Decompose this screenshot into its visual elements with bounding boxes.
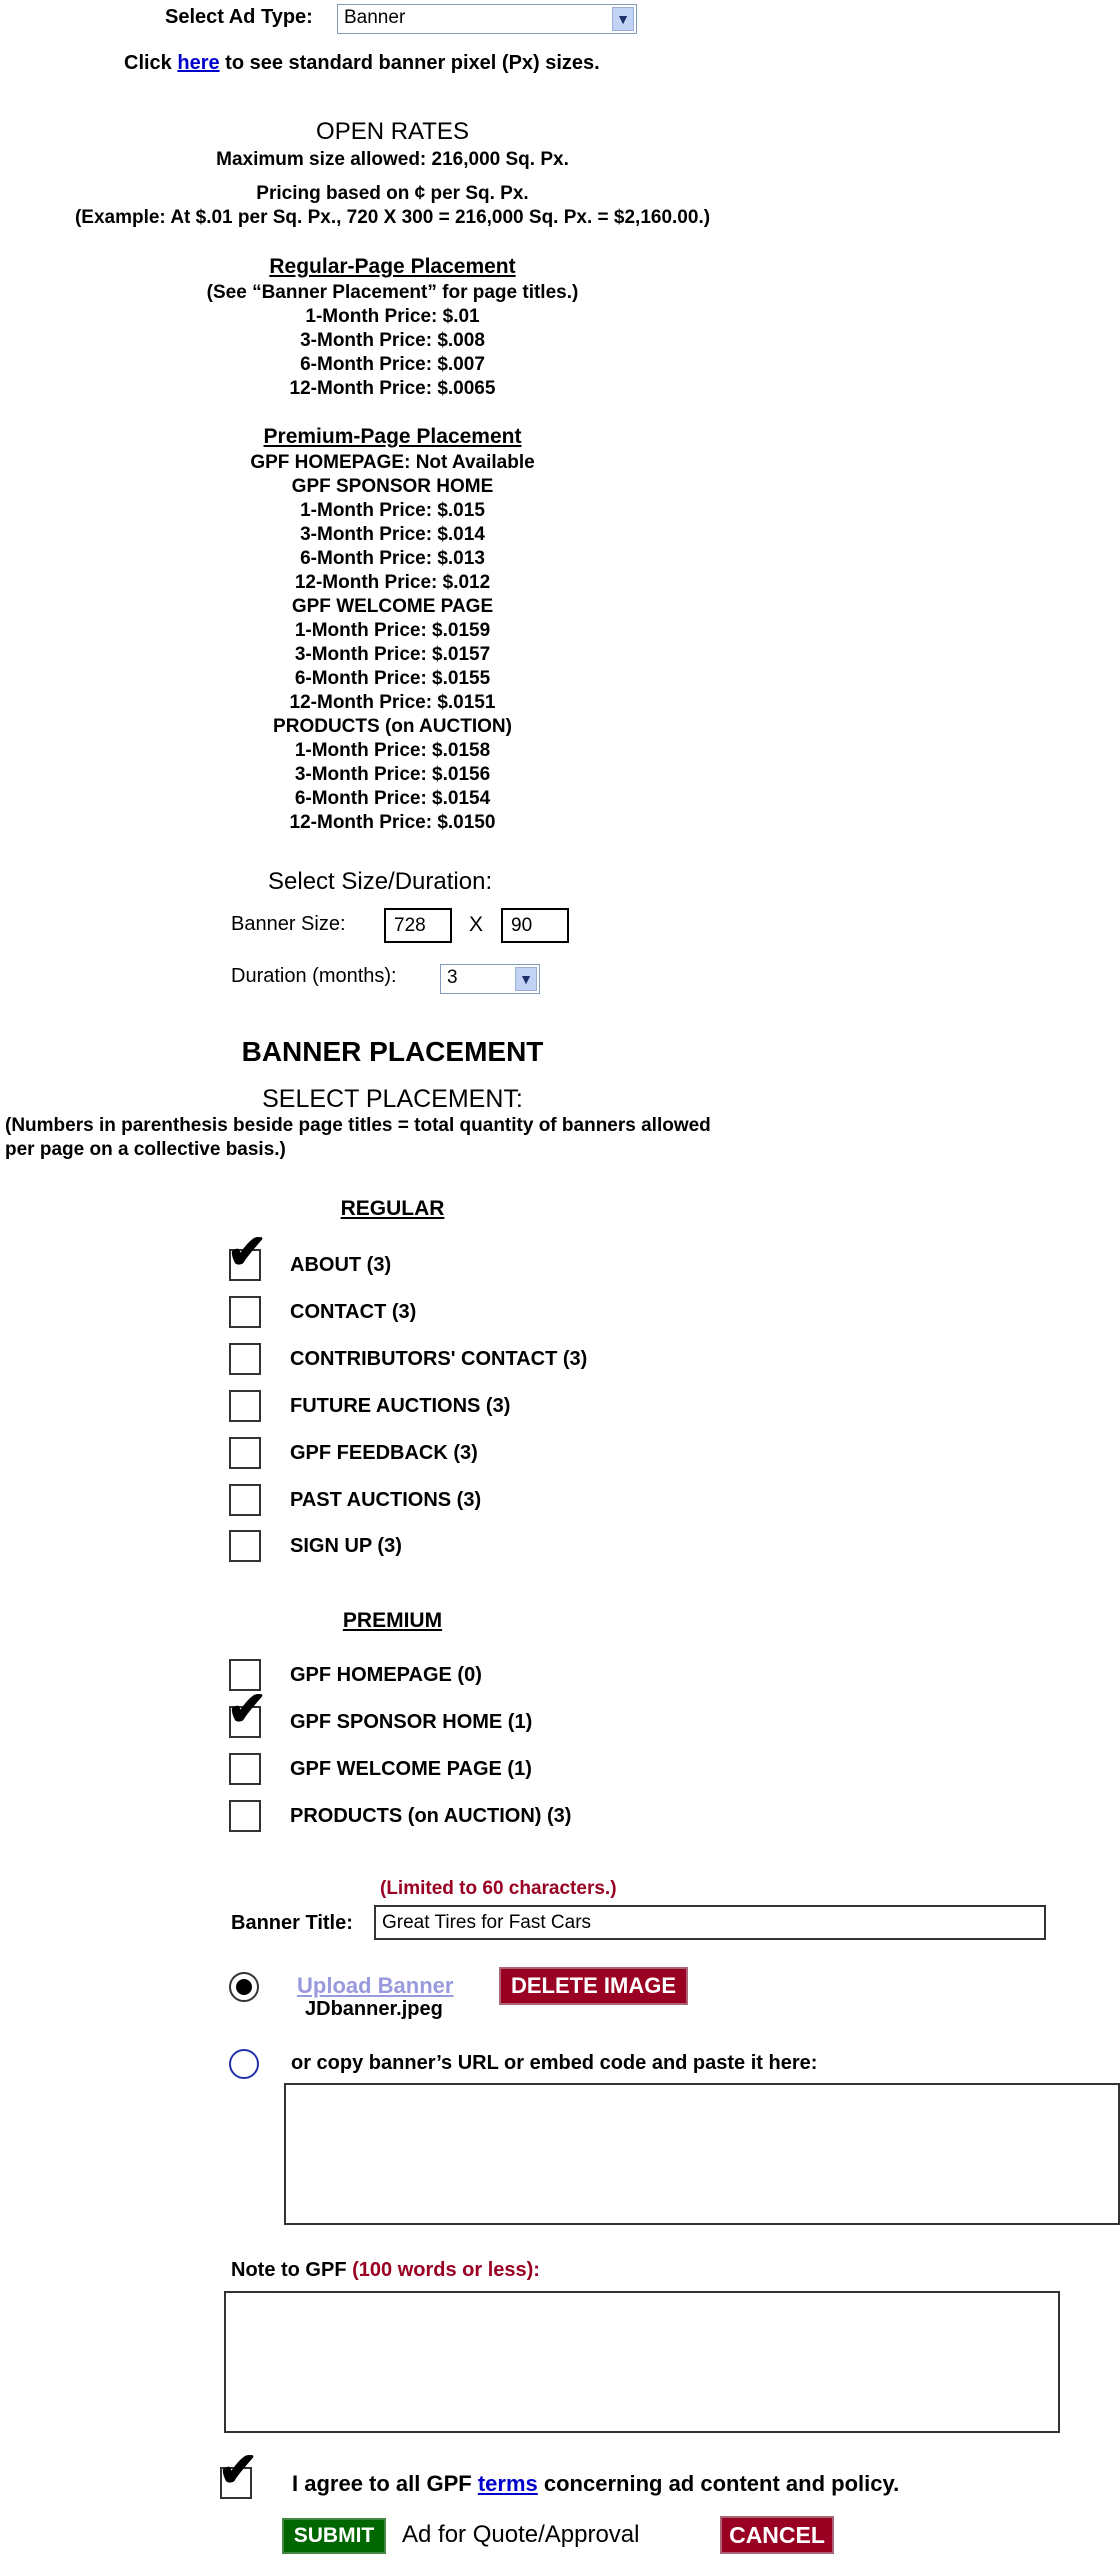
premium-line: PRODUCTS (on AUCTION) bbox=[273, 716, 512, 737]
checkbox-label-gpf-feedback: GPF FEEDBACK (3) bbox=[290, 1442, 478, 1464]
placement-note-line1: (Numbers in parenthesis beside page titles = total quantity of banners allowed bbox=[5, 1115, 711, 1136]
url-option-label: or copy banner’s URL or embed code and paste it here: bbox=[291, 2052, 818, 2074]
premium-line: 3-Month Price: $.0157 bbox=[294, 644, 491, 665]
pixel-sizes-note: Click here to see standard banner pixel (Px) sizes. bbox=[124, 52, 600, 74]
ad-type-select[interactable] bbox=[337, 4, 637, 34]
uploaded-filename: JDbanner.jpeg bbox=[305, 1998, 443, 2020]
banner-title-limit: (Limited to 60 characters.) bbox=[380, 1878, 617, 1899]
checkbox-gpf-feedback[interactable] bbox=[229, 1437, 261, 1469]
checkmark-icon: ✔ bbox=[227, 1683, 268, 1736]
upload-radio[interactable] bbox=[229, 1972, 259, 2002]
checkbox-about[interactable] bbox=[227, 1226, 268, 1281]
checkbox-gpf-sponsor-home[interactable] bbox=[227, 1683, 268, 1738]
premium-line: 12-Month Price: $.0150 bbox=[289, 812, 496, 833]
checkbox-label-gpf-welcome-page: GPF WELCOME PAGE (1) bbox=[290, 1758, 532, 1780]
banner-url-textarea[interactable] bbox=[284, 2083, 1120, 2225]
terms-link[interactable]: terms bbox=[477, 2471, 538, 2496]
checkbox-label-contact: CONTACT (3) bbox=[290, 1301, 417, 1323]
banner-title-label: Banner Title: bbox=[231, 1912, 353, 1934]
upload-banner-link[interactable]: Upload Banner bbox=[297, 1973, 454, 1998]
checkbox-products-on-auction[interactable] bbox=[229, 1800, 261, 1832]
banner-width-input[interactable]: 728 bbox=[384, 908, 452, 943]
duration-label: Duration (months): bbox=[231, 965, 397, 987]
checkbox-label-products-on-auction: PRODUCTS (on AUCTION) (3) bbox=[290, 1805, 572, 1827]
premium-line: 3-Month Price: $.0156 bbox=[294, 764, 491, 785]
delete-image-button[interactable]: DELETE IMAGE bbox=[499, 1967, 688, 2005]
select-placement-heading: SELECT PLACEMENT: bbox=[262, 1085, 523, 1113]
submit-suffix-text: Ad for Quote/Approval bbox=[402, 2521, 640, 2548]
checkbox-future-auctions[interactable] bbox=[229, 1390, 261, 1422]
note-textarea[interactable] bbox=[224, 2291, 1060, 2433]
regular-heading: REGULAR bbox=[340, 1197, 445, 1220]
banner-placement-heading: BANNER PLACEMENT bbox=[241, 1036, 544, 1067]
checkbox-label-gpf-sponsor-home: GPF SPONSOR HOME (1) bbox=[290, 1711, 533, 1733]
checkbox-label-contributors-contact: CONTRIBUTORS' CONTACT (3) bbox=[290, 1348, 588, 1370]
regular-placement-heading: Regular-Page Placement bbox=[269, 255, 516, 278]
checkbox-label-sign-up: SIGN UP (3) bbox=[290, 1535, 402, 1557]
note-label: Note to GPF (100 words or less): bbox=[231, 2259, 540, 2281]
banner-title-input[interactable]: Great Tires for Fast Cars bbox=[374, 1905, 1046, 1940]
checkbox-label-about: ABOUT (3) bbox=[290, 1254, 392, 1276]
premium-line: 1-Month Price: $.015 bbox=[300, 500, 485, 521]
checkbox-past-auctions[interactable] bbox=[229, 1484, 261, 1516]
cancel-button[interactable]: CANCEL bbox=[720, 2516, 834, 2554]
regular-price: 3-Month Price: $.008 bbox=[300, 330, 485, 351]
submit-button[interactable]: SUBMIT bbox=[282, 2518, 386, 2554]
premium-line: 12-Month Price: $.0151 bbox=[289, 692, 496, 713]
open-rates-heading: OPEN RATES bbox=[316, 118, 469, 145]
placement-note-line2: per page on a collective basis.) bbox=[5, 1139, 286, 1160]
premium-line: 1-Month Price: $.0158 bbox=[294, 740, 491, 761]
premium-line: GPF SPONSOR HOME bbox=[291, 476, 494, 497]
checkbox-label-future-auctions: FUTURE AUCTIONS (3) bbox=[290, 1395, 511, 1417]
agree-checkbox[interactable] bbox=[218, 2444, 259, 2499]
regular-price: 12-Month Price: $.0065 bbox=[289, 378, 496, 399]
banner-height-input[interactable]: 90 bbox=[501, 908, 569, 943]
checkmark-icon: ✔ bbox=[227, 1226, 268, 1279]
regular-placement-note: (See “Banner Placement” for page titles.) bbox=[206, 282, 579, 303]
checkbox-sign-up[interactable] bbox=[229, 1530, 261, 1562]
size-duration-heading: Select Size/Duration: bbox=[268, 868, 493, 895]
regular-price: 6-Month Price: $.007 bbox=[300, 354, 485, 375]
regular-price: 1-Month Price: $.01 bbox=[305, 306, 480, 327]
premium-line: 6-Month Price: $.013 bbox=[300, 548, 485, 569]
banner-size-label: Banner Size: bbox=[231, 913, 346, 935]
premium-line: 1-Month Price: $.0159 bbox=[294, 620, 491, 641]
premium-line: 3-Month Price: $.014 bbox=[300, 524, 485, 545]
duration-value: 3 bbox=[447, 967, 458, 988]
duration-select[interactable] bbox=[440, 964, 540, 994]
agree-text: I agree to all GPF terms concerning ad content and policy. bbox=[292, 2471, 900, 2496]
ad-type-value: Banner bbox=[344, 7, 406, 28]
checkbox-label-gpf-homepage: GPF HOMEPAGE (0) bbox=[290, 1664, 482, 1686]
chevron-down-icon[interactable]: ▼ bbox=[612, 7, 634, 31]
premium-line: GPF WELCOME PAGE bbox=[291, 596, 494, 617]
premium-line: 12-Month Price: $.012 bbox=[294, 572, 491, 593]
premium-line: GPF HOMEPAGE: Not Available bbox=[250, 452, 535, 473]
pricing-text: Pricing based on ¢ per Sq. Px. bbox=[256, 183, 529, 204]
url-radio[interactable] bbox=[229, 2049, 259, 2079]
premium-line: 6-Month Price: $.0155 bbox=[294, 668, 491, 689]
max-size-text: Maximum size allowed: 216,000 Sq. Px. bbox=[216, 149, 569, 170]
premium-heading: PREMIUM bbox=[342, 1609, 443, 1632]
ad-type-label: Select Ad Type: bbox=[165, 6, 313, 28]
checkbox-contributors-contact[interactable] bbox=[229, 1343, 261, 1375]
checkmark-icon: ✔ bbox=[218, 2444, 259, 2497]
premium-line: 6-Month Price: $.0154 bbox=[294, 788, 491, 809]
checkbox-contact[interactable] bbox=[229, 1296, 261, 1328]
radio-dot-icon bbox=[236, 1979, 252, 1995]
pricing-example: (Example: At $.01 per Sq. Px., 720 X 300 = 216,000 Sq. Px. = $2,160.00.) bbox=[74, 207, 711, 228]
premium-placement-heading: Premium-Page Placement bbox=[263, 425, 522, 448]
checkbox-gpf-welcome-page[interactable] bbox=[229, 1753, 261, 1785]
size-x-label: X bbox=[469, 913, 484, 936]
chevron-down-icon[interactable]: ▼ bbox=[515, 967, 537, 991]
pixel-sizes-link[interactable]: here bbox=[177, 52, 220, 74]
checkbox-label-past-auctions: PAST AUCTIONS (3) bbox=[290, 1489, 482, 1511]
